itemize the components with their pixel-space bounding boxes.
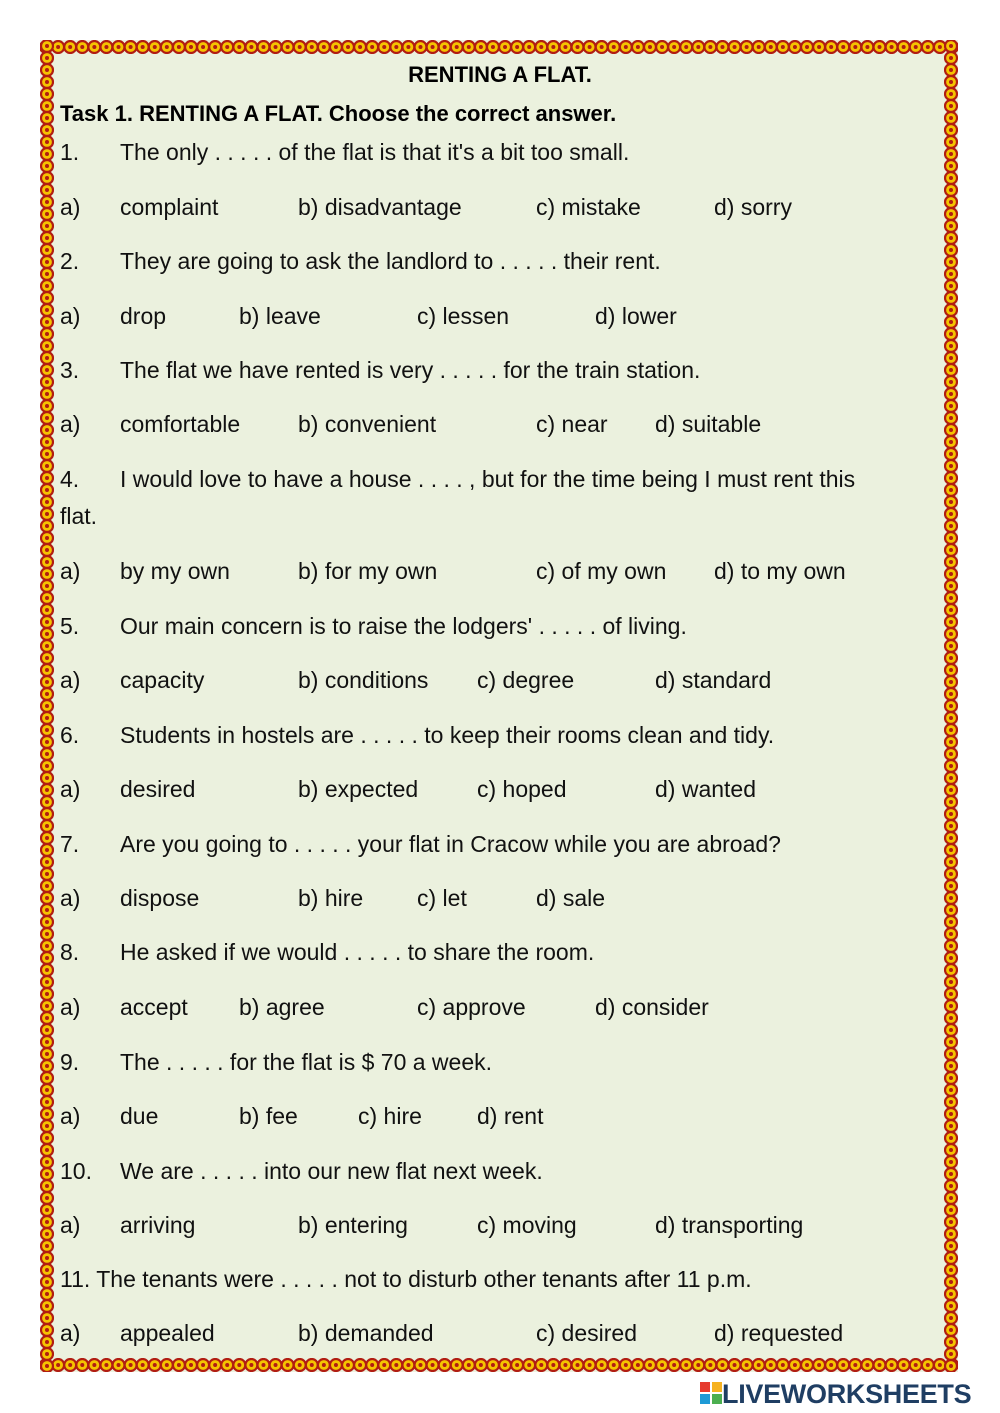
option-b[interactable]: b) convenient <box>298 411 437 437</box>
option-letter-a: a) <box>60 1103 81 1129</box>
options-8 <box>0 994 1000 1024</box>
option-b[interactable]: b) expected <box>298 776 419 802</box>
option-b[interactable]: b) for my own <box>298 558 438 584</box>
option-letter-a: a) <box>60 411 81 437</box>
option-letter-a: a) <box>60 1212 81 1238</box>
options-5 <box>0 667 1000 697</box>
options-6 <box>0 776 1000 806</box>
option-letter-a: a) <box>60 1320 81 1346</box>
option-a[interactable]: arriving <box>120 1212 196 1238</box>
option-c[interactable]: c) mistake <box>536 194 641 220</box>
option-letter-a: a) <box>60 303 81 329</box>
question-text: Students in hostels are . . . . . to keep their rooms clean and tidy. <box>120 722 775 748</box>
option-c[interactable]: c) degree <box>477 667 575 693</box>
question-4-continuation <box>0 503 1000 533</box>
question-number: 8. <box>60 939 80 965</box>
option-a[interactable]: accept <box>120 994 188 1020</box>
question-text: Our main concern is to raise the lodgers' . . . . . of living. <box>120 613 687 639</box>
worksheet-title: RENTING A FLAT. <box>408 62 592 87</box>
option-d[interactable]: d) requested <box>714 1320 844 1346</box>
question-text: The flat we have rented is very . . . . . for the train station. <box>120 357 701 383</box>
question-text: I would love to have a house . . . . , but for the time being I must rent this <box>120 466 856 492</box>
option-c[interactable]: c) lessen <box>417 303 510 329</box>
question-text: They are going to ask the landlord to . . . . . their rent. <box>120 248 661 274</box>
option-c[interactable]: c) hoped <box>477 776 567 802</box>
question-text: Are you going to . . . . . your flat in Cracow while you are abroad? <box>120 831 781 857</box>
option-letter-a: a) <box>60 776 81 802</box>
question-number: 3. <box>60 357 80 383</box>
option-letter-a: a) <box>60 667 81 693</box>
question-text: The only . . . . . of the flat is that it's a bit too small. <box>120 139 630 165</box>
liveworksheets-logo-icon <box>700 1382 722 1404</box>
question-text-continued: flat. <box>60 503 98 529</box>
question-1 <box>0 139 1000 169</box>
option-b[interactable]: b) leave <box>239 303 321 329</box>
option-c[interactable]: c) approve <box>417 994 526 1020</box>
option-b[interactable]: b) entering <box>298 1212 408 1238</box>
options-11 <box>0 1320 1000 1350</box>
question-number: 2. <box>60 248 80 274</box>
option-d[interactable]: d) transporting <box>655 1212 804 1238</box>
option-a[interactable]: desired <box>120 776 196 802</box>
option-c[interactable]: c) moving <box>477 1212 577 1238</box>
question-8 <box>0 939 1000 969</box>
option-a[interactable]: capacity <box>120 667 205 693</box>
option-letter-a: a) <box>60 194 81 220</box>
question-6 <box>0 722 1000 752</box>
question-5 <box>0 613 1000 643</box>
options-4 <box>0 558 1000 588</box>
question-text: He asked if we would . . . . . to share the room. <box>120 939 595 965</box>
options-3 <box>0 411 1000 441</box>
option-d[interactable]: d) sorry <box>714 194 792 220</box>
option-b[interactable]: b) disadvantage <box>298 194 462 220</box>
option-d[interactable]: d) lower <box>595 303 677 329</box>
option-d[interactable]: d) to my own <box>714 558 846 584</box>
question-text: We are . . . . . into our new flat next week. <box>120 1158 543 1184</box>
question-number: 10. <box>60 1158 92 1184</box>
option-letter-a: a) <box>60 558 81 584</box>
options-2 <box>0 303 1000 333</box>
option-a[interactable]: complaint <box>120 194 219 220</box>
option-d[interactable]: d) standard <box>655 667 772 693</box>
options-10 <box>0 1212 1000 1242</box>
question-4 <box>0 466 1000 496</box>
question-7 <box>0 831 1000 861</box>
option-a[interactable]: appealed <box>120 1320 215 1346</box>
option-d[interactable]: d) rent <box>477 1103 544 1129</box>
option-c[interactable]: c) hire <box>358 1103 422 1129</box>
liveworksheets-logo-text: LIVEWORKSHEETS <box>722 1379 972 1409</box>
option-b[interactable]: b) conditions <box>298 667 429 693</box>
question-number: 5. <box>60 613 80 639</box>
option-c[interactable]: c) of my own <box>536 558 667 584</box>
option-a[interactable]: due <box>120 1103 159 1129</box>
question-9 <box>0 1049 1000 1079</box>
option-letter-a: a) <box>60 885 81 911</box>
options-9 <box>0 1103 1000 1133</box>
option-b[interactable]: b) demanded <box>298 1320 434 1346</box>
question-number: 7. <box>60 831 80 857</box>
option-a[interactable]: drop <box>120 303 167 329</box>
option-c[interactable]: c) near <box>536 411 608 437</box>
option-letter-a: a) <box>60 994 81 1020</box>
option-c[interactable]: c) let <box>417 885 467 911</box>
option-c[interactable]: c) desired <box>536 1320 637 1346</box>
question-number: 6. <box>60 722 80 748</box>
option-b[interactable]: b) hire <box>298 885 364 911</box>
option-b[interactable]: b) agree <box>239 994 325 1020</box>
option-a[interactable]: by my own <box>120 558 230 584</box>
question-text: The . . . . . for the flat is $ 70 a week. <box>120 1049 493 1075</box>
question-3 <box>0 357 1000 387</box>
question-2 <box>0 248 1000 278</box>
option-b[interactable]: b) fee <box>239 1103 298 1129</box>
task-instruction: Task 1. RENTING A FLAT. Choose the correct answer. <box>60 101 617 126</box>
option-d[interactable]: d) sale <box>536 885 606 911</box>
liveworksheets-logo[interactable] <box>700 1378 996 1408</box>
options-7 <box>0 885 1000 915</box>
question-number: 4. <box>60 466 80 492</box>
question-number: 9. <box>60 1049 80 1075</box>
option-d[interactable]: d) consider <box>595 994 709 1020</box>
option-a[interactable]: dispose <box>120 885 200 911</box>
option-d[interactable]: d) wanted <box>655 776 757 802</box>
option-a[interactable]: comfortable <box>120 411 241 437</box>
question-10 <box>0 1158 1000 1188</box>
question-11 <box>0 1266 1000 1296</box>
question-number: 1. <box>60 139 80 165</box>
option-d[interactable]: d) suitable <box>655 411 762 437</box>
options-1 <box>0 194 1000 224</box>
question-text: 11. The tenants were . . . . . not to disturb other tenants after 11 p.m. <box>60 1266 752 1292</box>
